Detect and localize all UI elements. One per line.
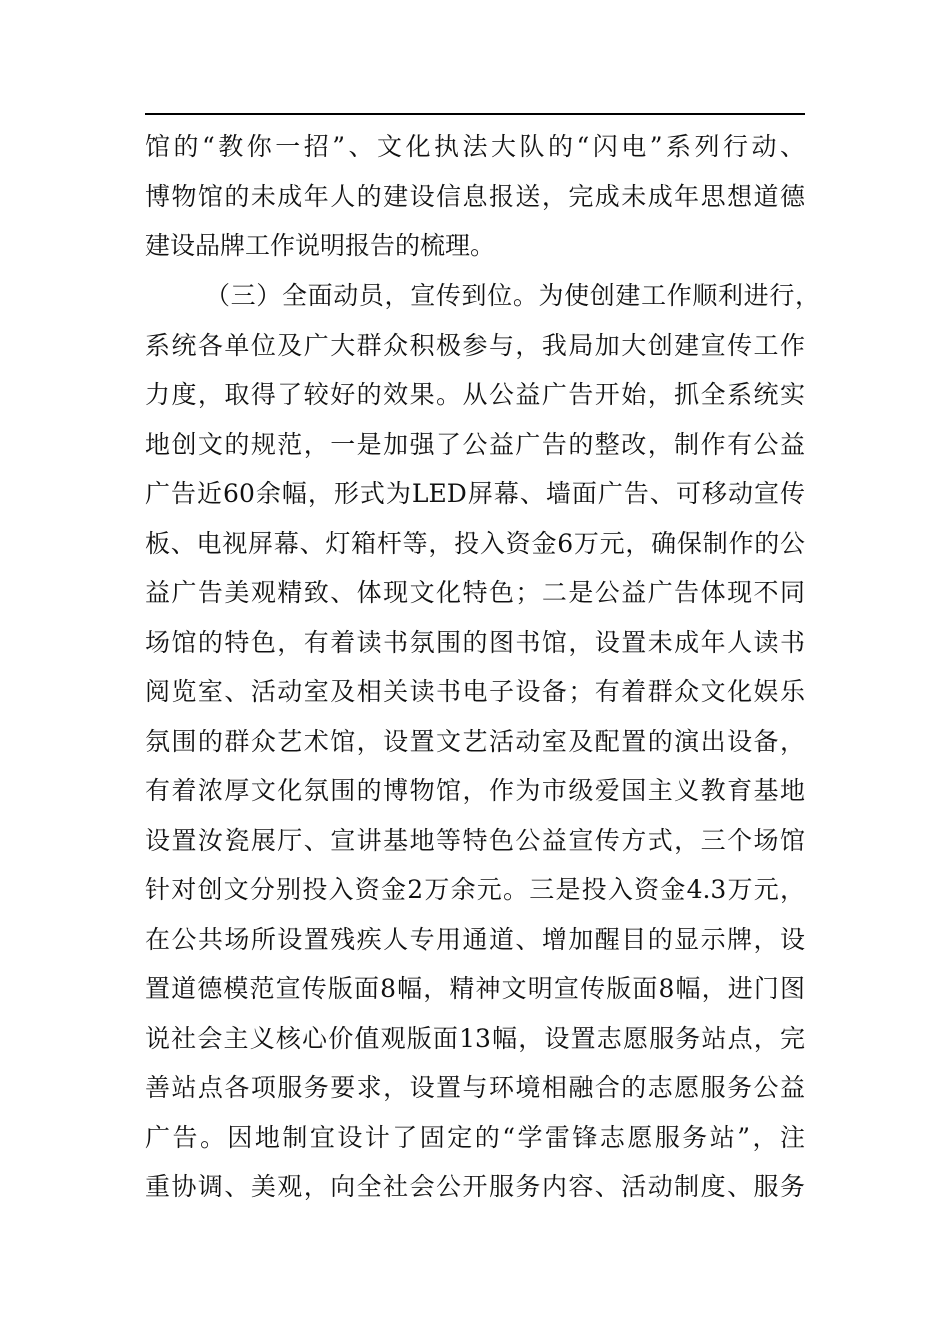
text-line-16: 针对创文分别投入资金2万余元。三是投入资金4.3万元， — [145, 875, 805, 904]
text-line-5: 系统各单位及广大群众积极参与，我局加大创建宣传工作 — [145, 331, 805, 360]
text-line-14: 有着浓厚文化氛围的博物馆，作为市级爱国主义教育基地 — [145, 776, 805, 805]
text-line-20: 善站点各项服务要求，设置与环境相融合的志愿服务公益 — [145, 1073, 805, 1102]
text-line-15: 设置汝瓷展厅、宣讲基地等特色公益宣传方式，三个场馆 — [145, 826, 805, 855]
text-line-19: 说社会主义核心价值观版面13幅，设置志愿服务站点，完 — [145, 1024, 805, 1053]
text-line-10: 益广告美观精致、体现文化特色；二是公益广告体现不同 — [145, 578, 805, 607]
header-rule — [145, 113, 805, 115]
text-line-8: 广告近60余幅，形式为LED屏幕、墙面广告、可移动宣传 — [145, 479, 805, 508]
text-line-13: 氛围的群众艺术馆，设置文艺活动室及配置的演出设备， — [145, 727, 805, 756]
text-line-21: 广告。因地制宜设计了固定的“学雷锋志愿服务站”，注 — [145, 1123, 805, 1152]
text-line-3: 建设品牌工作说明报告的梳理。 — [145, 231, 496, 260]
text-line-9: 板、电视屏幕、灯箱杆等，投入资金6万元，确保制作的公 — [145, 529, 805, 558]
text-line-6: 力度，取得了较好的效果。从公益广告开始，抓全系统实 — [145, 380, 805, 409]
text-line-12: 阅览室、活动室及相关读书电子设备；有着群众文化娱乐 — [145, 677, 805, 706]
text-line-18: 置道德模范宣传版面8幅，精神文明宣传版面8幅，进门图 — [145, 974, 805, 1003]
text-line-1: 馆的“教你一招”、文化执法大队的“闪电”系列行动、 — [145, 132, 805, 161]
text-line-22: 重协调、美观，向全社会公开服务内容、活动制度、服务 — [145, 1172, 805, 1201]
text-line-7: 地创文的规范，一是加强了公益广告的整改，制作有公益 — [145, 430, 805, 459]
text-line-2: 博物馆的未成年人的建设信息报送，完成未成年思想道德 — [145, 182, 805, 211]
text-line-17: 在公共场所设置残疾人专用通道、增加醒目的显示牌，设 — [145, 925, 805, 954]
section-three-heading-line: （三）全面动员，宣传到位。为使创建工作顺利进行， — [205, 281, 820, 310]
text-line-11: 场馆的特色，有着读书氛围的图书馆，设置未成年人读书 — [145, 628, 805, 657]
